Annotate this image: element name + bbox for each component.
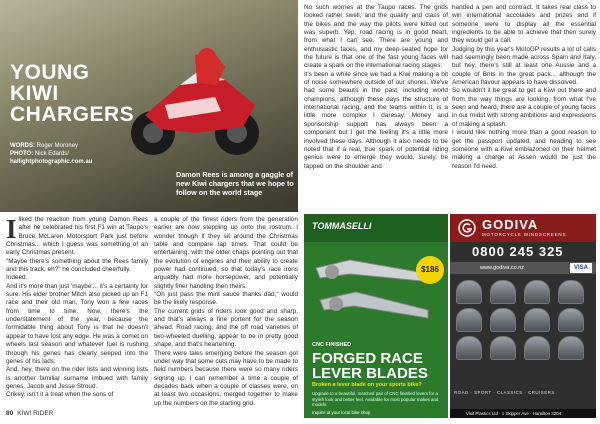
phone-number[interactable]: 0800 245 325 [472, 244, 564, 259]
ad-subhead: Broken a lever blade on your sports bike? [312, 382, 422, 388]
windscreen-categories: ROAD · SPORT · CLASSICS · CRUISERS [454, 390, 555, 395]
article-column-3: No such worries at the Taupo races. The grids looked rather swell, and the quality and class of the bikes and the way the pilots were kitted out was superb. Yep, road racing is in good heart, from what I can see. There are young and enthusiastic faces, and my deep-seated hope for the future is that one of the fast young faces will create a spark on the international racing stages. It's been a while since we had a Kiwi making a bit of noise somewhere outside of our shores. We've had some beauts in the past, including world champions, although these days the structure of international racing, and the teams within it, is a little more complex I daresay. Money and sponsorship support has always been a component but I get the feeling it's a little more involved these days. Although it also needs to be noted that if a real, true spark of potential riding genius were to emerge they would, surely, be tapped on the shoulder and [304, 4, 448, 170]
windscreen-gallery [454, 278, 592, 384]
windscreen-image [456, 280, 482, 304]
article-column-4: handed a pen and contract. It takes real class to win international accolades and prizes and if someone were to display all the essential ingredients to be able to achieve that then surely they would get a call. Judging by this year's MotoGP results a lot of calls had seemingly been made across Spain and Italy, but hey, there's still at least one Aussie and a couple of Brits in the great pack... although the American flavour appears to have dissolved. So wouldn't it be great to get a Kiwi out there and from the way things are looking, from what I've seen and heard, there are a couple of young faces in our midst with strong ambitions and expressions of making a splash. I would like nothing more than a good reason to get the passport updated, and heading to see someone with a Kiwi emblazoned on their helmet making a charge at Assen would be just the reason I'd need. [452, 4, 596, 170]
drop-cap: I [6, 214, 17, 244]
cnc-label: CNC FINISHED [312, 342, 352, 348]
windscreen-image [524, 308, 550, 332]
photo-caption: Damon Rees is among a gaggle of new Kiwi chargers that we hope to follow on the world stage [176, 170, 294, 197]
tommaselli-ad[interactable] [304, 214, 448, 418]
article-credits: WORDS: Roger Moroney PHOTO: Nick Edards/ hallightphotographic.com.au [10, 143, 93, 165]
windscreen-image [524, 280, 550, 304]
ad-header-bar [450, 214, 596, 242]
tommaselli-logo: TOMMASELLI [312, 221, 372, 231]
ad-header-bar [304, 214, 448, 242]
godiva-logo-icon [458, 219, 476, 237]
price-badge: $186 [416, 256, 444, 284]
windscreen-image [490, 280, 516, 304]
article-column-2: a couple of the finest riders from the generation earlier are now stepping up onto the rostrum. I wonder though if they sit around the Christmas table and compare lap times. That could be entertaining, with the older chaps pointing out that the evolution of engines and their ability to create power had continued, so that today's race irons arguably had more horsepower, and potentially slightly finer handling then theirs. "Oh just pass the mint sauce thanks dad," would be the likely response. The current grids of riders look good and sharp, and that's always a fine portent for the season ahead. Road racing, and the off road varieties of two-wheeled duelling, appear to be in pretty good shape, and that's heartening. There were tales emerging before the season got under way that some cuts may have to be made to field numbers because there were so many riders signing up. I can remember a time a couple of decades back when a couple of classes were, on at least two occasions, merged together to make up the numbers on the starting grid. [154, 216, 298, 407]
article-column-1: Iliked the reaction from young Damon Rees after he celebrated his first F1 win at Taupo's Bruce McLaren Motorsport Park just before Christmas... which I guess was something of an early Christmas present. "Maybe there's something about the Rees family and this track, eh?" he concluded cheerfully. Indeed. And it's more than just 'maybe'... it's a certainty for sure. His elder brother Mitch also picked up an F1 race and their old man, Tony won a few races from time to time. Now, there's the understatement of the year, because the formidable thing about Tony is that he doesn't appear to have lost any edge. He was a comet on wheels last season and whatever fuel is rushing through his genes has clearly seeped into the genes of his lads. And, hey, there on the rider lists and winning lists is another familiar surname imbued with family genes. Jacob and Jesse Stroud. Crikey, isn't it a treat when the sons of [6, 214, 148, 399]
ad-headline: FORGED RACE LEVER BLADES [312, 350, 428, 382]
ad-address: Visit Plastics Ltd · 1 Skipper Ave · Hamilton 3204 [450, 409, 596, 418]
windscreen-image [558, 336, 584, 360]
godiva-ad[interactable] [450, 214, 596, 418]
windscreen-image [558, 280, 584, 304]
motorcycle-image [125, 45, 265, 165]
godiva-logo: GODIVA [482, 217, 539, 232]
page-footer [6, 410, 53, 417]
windscreen-image [490, 308, 516, 332]
ad-footer: Inquire at your local bike shop [312, 410, 371, 415]
ad-body: Upgrade to a beautiful, matched pair of CNC finished levers for a stylish look and better feel. Available for most popular makes and models. [312, 391, 439, 407]
windscreen-image [456, 336, 482, 360]
visa-logo: VISA [570, 263, 592, 273]
page-number: 80 [6, 410, 14, 417]
windscreen-image [524, 336, 550, 360]
website-link[interactable]: www.godiva.co.nz [450, 262, 596, 274]
magazine-title: KIWI RIDER [17, 410, 54, 417]
header-photo [0, 0, 298, 212]
godiva-tagline: MOTORCYCLE WINDSCREENS [482, 232, 567, 237]
windscreen-image [490, 336, 516, 360]
windscreen-image [558, 308, 584, 332]
windscreen-image [456, 308, 482, 332]
article-headline: YOUNG KIWI CHARGERS [10, 61, 135, 126]
